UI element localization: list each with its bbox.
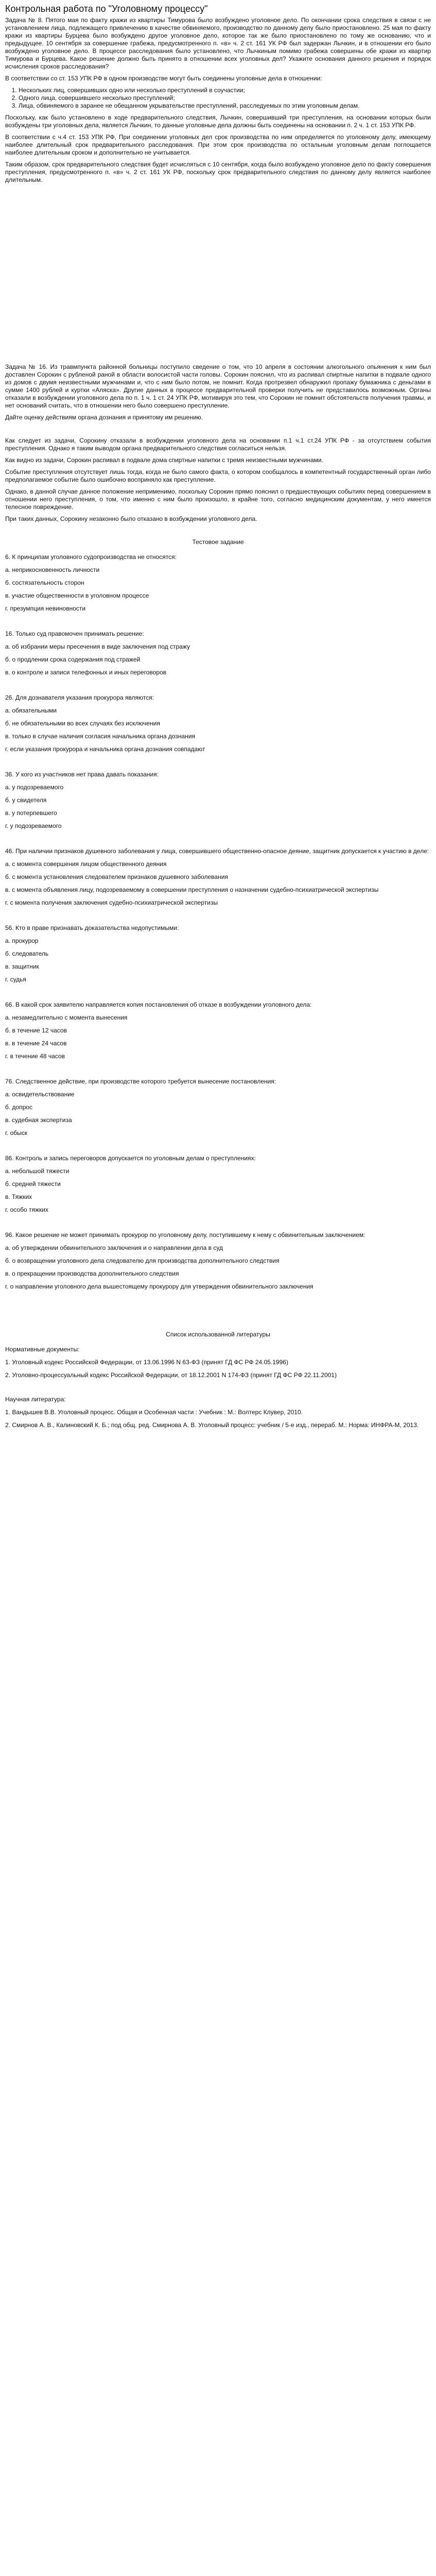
answer-option: б. состязательность сторон [5, 579, 84, 586]
blank-space [5, 1144, 431, 1155]
test-question [5, 694, 431, 753]
scientific-heading: Научная литература: [5, 1396, 66, 1403]
blank-space [5, 1308, 431, 1331]
question-text: 26. Для дознавателя указания прокурора являются: [5, 694, 154, 701]
task-16-question: Дайте оценку действиям органа дознания и принятому им решению. [5, 414, 203, 421]
question-text: 76. Следственное действие, при производстве которого требуется вынесение постановления: [5, 1078, 276, 1085]
blank-space [5, 188, 431, 363]
question-text: 36. У кого из участников нет права давать показания: [5, 771, 159, 778]
task-8-statement: Задача № 8. Пятого мая по факту кражи из квартиры Тимурова было возбуждено уголовное дело. По окончании срока следствия в связи с не установлением лица, подлежащего привлечению в качестве обвиняемого, производство по данному делу было приостановлено. 25 мая по факту кражи из квартиры Бурцева было возбуждено другое уголовное дело, которое так же было приостановлено по тому же основанию, что и предыдущее. 10 сентября за совершение грабежа, предусмотренного п. «в» ч. 2 ст. 161 УК РФ был задержан Лычкин, и в отношении его было возбуждено уголовное дело. В процессе расследования было установлено, что Лычкиным помимо грабежа совершены обе кражи из квартир Тимурова и Бурцева. Какое решение должно быть принято в отношении всех уголовных дел? Укажите основания данного решения и порядок исчисления сроков расследования? [5, 16, 431, 70]
blank-space [5, 837, 431, 848]
list-item: 1. Нескольких лиц, совершивших одно или несколько преступлений в соучастии; [19, 87, 431, 94]
test-question [5, 553, 431, 613]
list-item: 2. Одного лица, совершившего несколько преступлений; [19, 94, 431, 102]
question-text: 86. Контроль и запись переговоров допускается по уголовным делам о преступлениях: [5, 1155, 256, 1162]
blank-space [5, 991, 431, 1001]
answer-option: а. неприкосновенность личности [5, 566, 100, 573]
test-question [5, 1155, 431, 1214]
answer-option: г. о направлении уголовного дела вышестоящему прокурору для утверждения обвинительного заключения [5, 1283, 313, 1290]
answer-option: б. не обязательными во всех случаях без исключения [5, 720, 160, 727]
answer-option: г. у подозреваемого [5, 822, 62, 829]
blank-space [5, 620, 431, 630]
answer-option: г. особо тяжких [5, 1206, 48, 1213]
answer-option: в. о контроле и записи телефонных и иных переговоров [5, 669, 167, 676]
answer-option: в. у потерпевшего [5, 809, 57, 817]
answer-option: в. в течение 24 часов [5, 1040, 67, 1047]
test-question [5, 630, 431, 676]
task-8-answer-intro: В соответствии со ст. 153 УПК РФ в одном производстве могут быть соединены уголовные дела в отношении: [5, 75, 322, 82]
task-8-section [5, 16, 431, 184]
reference-item: 2. Уголовно-процессуальный кодекс Российской Федерации, от 18.12.2001 N 174-ФЗ (принят ГД ФС РФ 22.11.2001) [5, 1371, 337, 1379]
task-16-paragraph: Как видно из задачи, Сорокин распивал в подвале дома спиртные напитки с тремя неизвестными мужчинами. [5, 456, 323, 464]
answer-option: г. если указания прокурора и начальника органа дознания совпадают [5, 745, 205, 753]
answer-option: в. только в случае наличия согласия начальника органа дознания [5, 733, 196, 740]
task-8-paragraph: Поскольку, как было установлено в ходе предварительного следствия, Лычкин, совершивший три преступления, на основании которых были возбуждены три уголовных дела, является Лычкин, то данные уголовные дела должны быть соединены на основании п. 2 ч. 1 ст. 153 УПК РФ. [5, 114, 431, 129]
question-text: 6. К принципам уголовного судопроизводства не относятся: [5, 553, 177, 561]
answer-option: а. обязательными [5, 707, 57, 714]
answer-option: г. в течение 48 часов [5, 1053, 65, 1060]
answer-option: б. о продлении срока содержания под стражей [5, 656, 141, 663]
reference-item: 1. Уголовный кодекс Российской Федерации, от 13.06.1996 N 63-ФЗ (принят ГД ФС РФ 24.05.1996) [5, 1359, 288, 1366]
blank-space [5, 1298, 431, 1308]
question-list [5, 553, 431, 1308]
answer-option: б. средней тяжести [5, 1180, 61, 1188]
reference-item: 1. Вандышев В.В. Уголовный процесс. Общая и Особенная части : Учебник : М.: Волтерс Клувер, 2010. [5, 1409, 303, 1416]
answer-option: г. обыск [5, 1129, 28, 1137]
task-16-paragraph: При таких данных, Сорокину незаконно было отказано в возбуждении уголовного дела. [5, 515, 257, 522]
answer-option: в. о прекращении производства дополнительного следствия [5, 1270, 179, 1277]
answer-option: а. об утверждении обвинительного заключения и о направлении дела в суд [5, 1244, 223, 1251]
blank-space [5, 760, 431, 771]
answer-option: г. с момента получения заключения судебно-психиатрической экспертизы [5, 899, 218, 906]
test-question [5, 924, 431, 984]
test-question [5, 771, 431, 830]
task-16-section [5, 363, 431, 523]
references-section [5, 1331, 431, 1429]
blank-space [5, 1384, 431, 1396]
test-question [5, 1078, 431, 1137]
reference-item: 2. Смирнов А. В., Калиновский К. Б.; под общ. ред. Смирнова А. В. Уголовный процесс: учебник / 5-е изд., перераб. М.: Норма: ИНФРА-М, 2013. [5, 1421, 419, 1429]
task-16-paragraph: Однако, в данной случае данное положение неприменимо, поскольку Сорокин прямо пояснил о предшествующих событиях перед совершением в отношении него преступления, о том, что именно с ним было произошло, в крайне того, согласно медицинским документам, у него имеется телесное повреждение. [5, 488, 431, 511]
answer-option: а. небольшой тяжести [5, 1167, 69, 1175]
blank-space [5, 684, 431, 694]
answer-option: б. о возвращении уголовного дела следователю для производства дополнительного следствия [5, 1257, 280, 1264]
test-heading: Тестовое задание [192, 538, 244, 546]
answer-option: в. участие общественности в уголовном процессе [5, 592, 149, 599]
test-question [5, 1231, 431, 1291]
answer-option: а. незамедлительно с момента вынесения [5, 1014, 128, 1021]
answer-option: б. следователь [5, 950, 49, 957]
test-section [5, 538, 431, 1308]
references-heading: Список использованной литературы [166, 1331, 270, 1338]
blank-space [5, 1221, 431, 1231]
test-question [5, 848, 431, 907]
answer-option: б. у свидетеля [5, 796, 47, 804]
task-8-list [5, 87, 431, 110]
blank-space [5, 426, 431, 437]
answer-option: а. с момента совершения лицом общественного деяния [5, 860, 167, 868]
answer-option: а. освидетельствование [5, 1091, 75, 1098]
page-title: Контрольная работа по "Уголовному процессу" [5, 4, 208, 14]
blank-space [5, 527, 431, 538]
answer-option: г. презумпция невиновности [5, 605, 86, 612]
blank-space [5, 1067, 431, 1078]
task-16-statement: Задача № 16. Из травмпункта районной больницы поступило сведение о том, что 10 апреля в состоянии алкогольного опьянения к ним был доставлен Сорокин с рубленой раной в области волосистой части головы. Сорокин пояснил, что из распивал спиртные напитки в подвале одного из домов с двумя неизвестными мужчинами и, что с ним было потом, не помнит. Когда протрезвел обнаружил пропажу бумажника с деньгами в сумме 1400 рублей и куртки «Аляска». Другие данных в процессе предварительной проверки получить не представилось возможным. Органы отказали в возбуждении уголовного дела по п. 1 ч. 1 ст. 24 УПК РФ, мотивируя это тем, что Сорокин не помнит обстоятельств получения травмы, и нет оснований считать, что в отношении него было совершено преступление. [5, 363, 431, 409]
blank-space [5, 914, 431, 924]
answer-option: б. в течение 12 часов [5, 1027, 67, 1034]
list-item: 3. Лица, обвиняемого в заранее не обещанном укрывательстве преступлений, расследуемых по этим уголовным делам. [19, 102, 431, 110]
question-text: 16. Только суд правомочен принимать решение: [5, 630, 144, 637]
task-16-paragraph: Событие преступления отсутствует лишь тогда, когда не было самого факта, о котором сообщалось в компетентный государственный орган либо предполагаемое событие было ошибочно восприняло как преступление. [5, 468, 431, 483]
answer-option: а. прокурор [5, 937, 39, 944]
answer-option: б. допрос [5, 1104, 33, 1111]
test-question [5, 1001, 431, 1060]
answer-option: в. судебная экспертиза [5, 1116, 72, 1124]
answer-option: г. судья [5, 976, 26, 983]
task-8-paragraph: В соответствии с ч.4 ст. 153 УПК РФ, При соединении уголовных дел срок производства по ним определяется по уголовному делу, имеющему наиболее длительный срок предварительного расследования. При этом срок производства по остальным уголовным делам поглощается наиболее длительным сроком и дополнительно не учитывается. [5, 133, 431, 156]
answer-option: а. об избрании меры пресечения в виде заключения под стражу [5, 643, 190, 650]
question-text: 46. При наличии признаков душевного заболевания у лица, совершившего общественно-опасное деяние, защитник допускается к участию в деле: [5, 848, 429, 855]
answer-option: в. защитник [5, 963, 39, 970]
task-16-paragraph: Как следует из задачи, Сорокину отказали в возбуждении уголовного дела на основании п.1 ч.1 ст.24 УПК РФ - за отсутствием события преступления. Однако я таким выводом органа предварительного следствия согласиться нельзя. [5, 437, 431, 452]
question-text: 66. В какой срок заявителю направляется копия постановления об отказе в возбуждении уголовного дела: [5, 1001, 312, 1008]
question-text: 96. Какое решение не может принимать прокурор по уголовному делу, поступившему к нему с обвинительным заключением: [5, 1231, 365, 1239]
answer-option: а. у подозреваемого [5, 784, 64, 791]
answer-option: в. с момента объявления лицу, подозреваемому в совершении преступления о назначении судебно-психиатрической экспертизы [5, 886, 379, 893]
normative-heading: Нормативные документы: [5, 1346, 80, 1353]
answer-option: б. с момента установления следователем признаков душевного заболевания [5, 873, 228, 880]
question-text: 56. Кто в праве признавать доказательства недопустимыми: [5, 924, 179, 931]
answer-option: в. Тяжких [5, 1193, 32, 1200]
task-8-paragraph: Таким образом, срок предварительного следствия будет исчисляться с 10 сентября, когда было возбуждено уголовное дело по факту совершения преступления, предусмотренного п. «в» ч. 2 ст. 161 УК РФ, поскольку срок предварительного следствия по данному делу является наиболее длительным. [5, 161, 431, 183]
